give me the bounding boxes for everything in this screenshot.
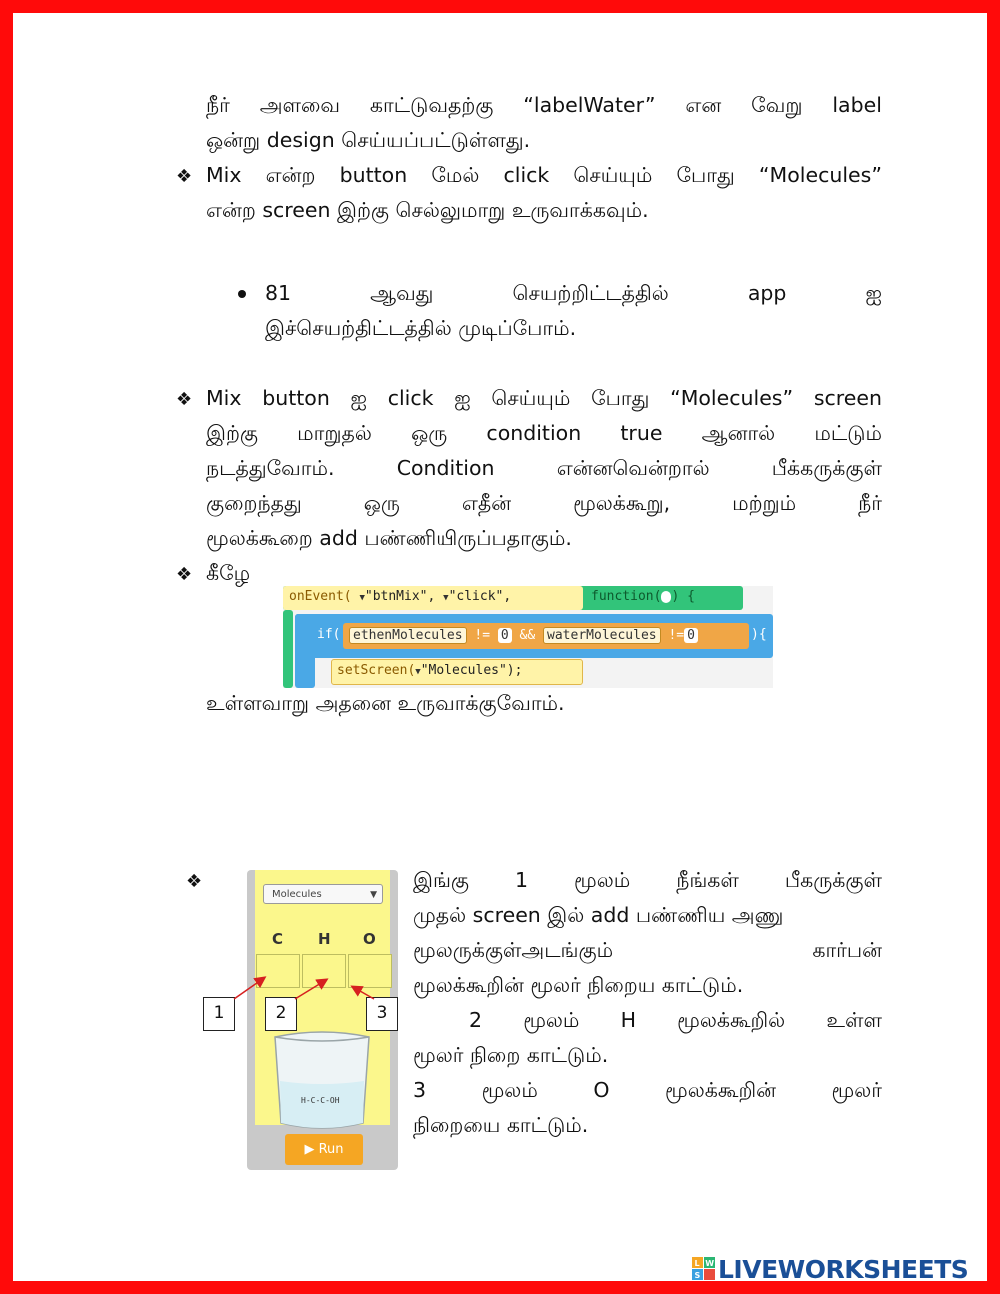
- dropdown-value: Molecules: [272, 889, 322, 900]
- word: ஒரு: [411, 421, 448, 445]
- logo-wordmark: LIVEWORKSHEETS: [718, 1254, 969, 1284]
- round-bullet-icon: [238, 290, 246, 298]
- word: true: [620, 421, 663, 445]
- word: என்னவென்றால்: [556, 456, 710, 480]
- not-equal-operator: !=: [668, 628, 685, 643]
- event-target-arg: "btnMix",: [364, 589, 436, 604]
- function-line: [591, 589, 695, 604]
- below-after-text: உள்ளவாறு அதனை உருவாக்குவோம்.: [206, 691, 565, 715]
- diamond-bullet-icon: ❖: [186, 871, 203, 892]
- beaker-icon: [247, 1025, 398, 1135]
- condition-line-2: [206, 416, 882, 451]
- explanation-paragraph: [413, 863, 882, 1143]
- logo-mark-letter: W: [705, 1259, 715, 1268]
- intro-paragraph: [206, 88, 882, 158]
- word: H: [620, 1008, 636, 1032]
- word: ஆனால்: [701, 421, 776, 445]
- explanation-line-6: மூலர் நிறை காட்டும்.: [413, 1043, 609, 1067]
- hydrogen-label: H: [318, 930, 331, 948]
- word: Condition: [396, 456, 495, 480]
- word: click: [503, 163, 550, 187]
- word: O: [593, 1078, 610, 1102]
- word: label: [832, 93, 882, 117]
- word: “Molecules”: [670, 386, 794, 410]
- word: பீகருக்குள்: [784, 868, 882, 892]
- explanation-line-1: [413, 863, 882, 898]
- oxygen-label: O: [363, 930, 376, 948]
- callout-box-1: [203, 997, 235, 1031]
- ethen-variable: ethenMolecules: [349, 627, 467, 644]
- callout-box-2: [265, 997, 297, 1031]
- zero-literal: 0: [684, 628, 698, 643]
- mix-paragraph: [206, 158, 882, 228]
- callout-number: 3: [376, 1003, 388, 1023]
- word: app: [747, 281, 787, 305]
- explanation-line-5: [413, 1003, 882, 1038]
- intro-line-1: [206, 88, 882, 123]
- word: click: [387, 386, 434, 410]
- function-end: ) {: [671, 589, 695, 604]
- function-keyword: function(: [591, 589, 662, 604]
- word: 1: [514, 868, 529, 892]
- word: கார்பன்: [812, 938, 882, 962]
- sub-paragraph: [265, 276, 882, 346]
- word: போது: [676, 163, 735, 187]
- word: நீர்: [858, 491, 882, 515]
- word: உள்ள: [826, 1008, 882, 1032]
- carbon-label: C: [272, 930, 284, 948]
- word: button: [339, 163, 408, 187]
- word: அளவை: [259, 93, 341, 117]
- word: எதீன்: [461, 491, 512, 515]
- word: மூலக்கூறின்: [665, 1078, 776, 1102]
- condition-line-3: [206, 451, 882, 486]
- logo-mark-letter: L: [694, 1259, 700, 1268]
- word: செய்யும்: [573, 163, 653, 187]
- word: “labelWater”: [523, 93, 656, 117]
- word: மூலம்: [481, 1078, 538, 1102]
- word: Mix: [206, 386, 242, 410]
- oxygen-box: [348, 954, 392, 988]
- word: மூலம்: [523, 1008, 580, 1032]
- code-block-image: [283, 586, 773, 688]
- mix-line-2: என்ற screen இற்கு செல்லுமாறு உருவாக்கவும்.: [206, 198, 649, 222]
- word: 3: [413, 1078, 427, 1102]
- dropdown-arrow-icon: ▼: [443, 593, 449, 603]
- diamond-bullet-icon: ❖: [176, 166, 193, 187]
- logo-mark-letter: S: [694, 1271, 701, 1280]
- word: நீங்கள்: [676, 868, 739, 892]
- screen-dropdown: [263, 884, 383, 904]
- run-label: Run: [318, 1142, 344, 1157]
- liveworksheets-mark-icon: [692, 1257, 716, 1281]
- condition-line-1: [206, 381, 882, 416]
- word: மாறுதல்: [297, 421, 372, 445]
- diamond-bullet-icon: ❖: [176, 389, 193, 410]
- event-type-arg: "click",: [448, 589, 512, 604]
- word: மற்றும்: [732, 491, 797, 515]
- word: காட்டுவதற்கு: [369, 93, 494, 117]
- callout-number: 2: [275, 1003, 287, 1023]
- word: ஐ: [865, 281, 882, 305]
- word: Mix: [206, 163, 242, 187]
- and-operator: &&: [519, 628, 536, 643]
- word: ஒரு: [363, 491, 400, 515]
- word: button: [262, 386, 330, 410]
- chevron-down-icon: ▼: [370, 890, 377, 900]
- word: நீர்: [206, 93, 230, 117]
- word: என்ற: [265, 163, 316, 187]
- screen-name-arg: "Molecules");: [420, 663, 523, 678]
- word: மூலருக்குள்அடங்கும்: [413, 938, 614, 962]
- dropdown-arrow-icon: ▼: [415, 667, 421, 677]
- if-end: ){: [751, 627, 767, 642]
- word: 2: [469, 1008, 483, 1032]
- word: இங்கு: [413, 868, 469, 892]
- ethanol-structure-label: H-C-C-OH: [301, 1096, 340, 1105]
- intro-line-2: ஒன்று design செய்யப்பட்டுள்ளது.: [206, 128, 531, 152]
- word: மூலர்: [831, 1078, 882, 1102]
- setscreen-line: [337, 663, 522, 678]
- sub-line-1: [265, 276, 882, 311]
- condition-expression: [349, 627, 698, 644]
- word: மூலம்: [574, 868, 631, 892]
- explanation-line-8: நிறையை காட்டும்.: [413, 1113, 589, 1137]
- word: ஆவது: [370, 281, 434, 305]
- liveworksheets-logo: [692, 1255, 968, 1283]
- callout-box-3: [366, 997, 398, 1031]
- condition-last-line: மூலக்கூறை add பண்ணியிருப்பதாகும்.: [206, 526, 572, 550]
- word: “Molecules”: [758, 163, 882, 187]
- condition-line-4: [206, 486, 882, 521]
- word: செயற்றிட்டத்தில்: [512, 281, 669, 305]
- word: 81: [265, 281, 292, 305]
- word: என: [685, 93, 722, 117]
- run-button: [285, 1134, 363, 1165]
- diamond-bullet-icon: ❖: [176, 564, 193, 585]
- mix-line-1: [206, 158, 882, 193]
- word: இற்கு: [206, 421, 258, 445]
- word: மூலக்கூறில்: [677, 1008, 786, 1032]
- explanation-line-3: [413, 933, 882, 968]
- word: ஐ: [350, 386, 368, 410]
- word: condition: [486, 421, 582, 445]
- play-icon: ▶: [304, 1142, 315, 1157]
- word: ஐ: [454, 386, 471, 410]
- setscreen-keyword: setScreen(: [337, 663, 416, 678]
- dropdown-arrow-icon: ▼: [359, 593, 365, 603]
- function-param-blank: [661, 591, 671, 603]
- explanation-line-7: [413, 1073, 882, 1108]
- word: நடத்துவோம்.: [206, 456, 335, 480]
- word: screen: [813, 386, 882, 410]
- word: போது: [591, 386, 650, 410]
- word: பீக்கருக்குள்: [771, 456, 882, 480]
- explanation-line-4: மூலக்கூறின் மூலர் நிறைய காட்டும்.: [413, 973, 744, 997]
- water-variable: waterMolecules: [543, 627, 661, 644]
- zero-literal: 0: [498, 628, 512, 643]
- function-body-gutter: [283, 610, 293, 688]
- onevent-line: [289, 589, 511, 604]
- callout-number: 1: [213, 1003, 225, 1023]
- word: மட்டும்: [814, 421, 882, 445]
- word: வேறு: [751, 93, 803, 117]
- carbon-box: [256, 954, 300, 988]
- onevent-keyword: onEvent(: [289, 589, 352, 604]
- below-label: கீழே: [206, 561, 251, 585]
- word: செய்யும்: [491, 386, 571, 410]
- word: குறைந்தது: [206, 491, 302, 515]
- if-body-gutter: [295, 614, 315, 688]
- sub-line-2: இச்செயற்திட்டத்தில் முடிப்போம்.: [265, 316, 577, 340]
- condition-paragraph: [206, 381, 882, 556]
- hydrogen-box: [302, 954, 346, 988]
- explanation-line-2: முதல் screen இல் add பண்ணிய அணு: [413, 903, 784, 927]
- word: மூலக்கூறு,: [573, 491, 671, 515]
- if-keyword: if(: [317, 627, 341, 642]
- not-equal-operator: !=: [474, 628, 491, 643]
- word: மேல்: [431, 163, 480, 187]
